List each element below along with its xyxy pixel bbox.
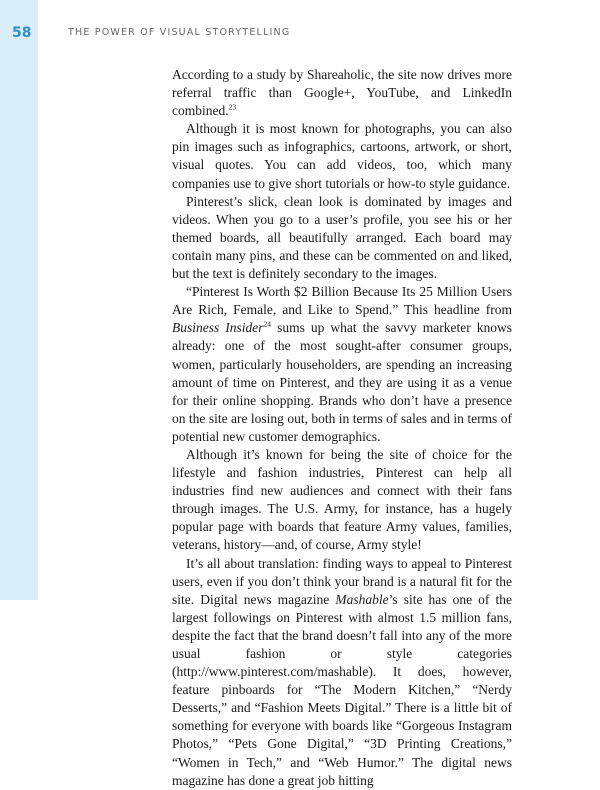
publication-mashable: Mashable <box>335 591 389 607</box>
paragraph-1-text: According to a study by Shareaholic, the site now drives more referral traffic than Google+, YouTube, and LinkedIn combined. <box>172 67 512 119</box>
paragraph-2: Although it is most known for photographs, you can also pin images such as infographics, cartoons, artwork, or short, visual quotes. You can add videos, too, which many companies use to give short tutorials or how-to style guidance. <box>172 121 512 191</box>
footnote-ref-24: 24 <box>263 319 272 329</box>
body-text <box>172 66 512 790</box>
paragraph-4-rest: sums up what the savvy marketer knows already: one of the most sought-after consumer groups, women, particularly householders, are spending an increasing amount of time on Pinterest, and they are using it as a venue for their online shopping. Brands who don’t have a presence on the site are losing out, both in terms of sales and in terms of potential new customer demographics. <box>172 320 512 444</box>
running-head: THE POWER OF VISUAL STORYTELLING <box>68 27 291 38</box>
paragraph-3: Pinterest’s slick, clean look is dominated by images and videos. When you go to a user’s profile, you see his or her themed boards, all beautifully arranged. Each board may contain many pins, and these can be commented on and liked, but the text is definitely secondary to the images. <box>172 193 512 282</box>
paragraph-5: Although it’s known for being the site of choice for the lifestyle and fashion industries, Pinterest can help all industries find new audiences and connect with their fans through images. The U.S. Army, for instance, has a hugely popular page with boards that feature Army values, families, veterans, history—and, of course, Army style! <box>172 446 512 553</box>
paragraph-4 <box>172 283 512 446</box>
page-header <box>0 22 600 44</box>
paragraph-6-lead: It’s all about translation: finding ways to appeal to Pinterest users, even if you don’t think your brand is a natural fit for the site. Digital news magazine <box>172 555 512 607</box>
paragraph-4-lead: “Pinterest Is Worth $2 Billion Because Its 25 Million Users Are Rich, Female, and Like to Spend.” This headline from <box>172 284 512 318</box>
page-number: 58 <box>12 25 32 41</box>
footnote-ref-23: 23 <box>228 102 237 112</box>
paragraph-6 <box>172 555 512 790</box>
margin-color-band <box>0 0 38 600</box>
publication-business-insider: Business Insider <box>172 320 264 336</box>
paragraph-1 <box>172 66 512 120</box>
paragraph-6-rest: ’s site has one of the largest followings on Pinterest with almost 1.5 million fans, despite the fact that the brand doesn’t fall into any of the more usual fashion or style categories (http://www.pinterest.com/mashable). It does, however, feature pinboards for “The Modern Kitchen,” “Nerdy Desserts,” and “Fashion Meets Digital.” There is a little bit of something for everyone with boards like “Gorgeous Instagram Photos,” “Pets Gone Digital,” “3D Printing Creations,” “Women in Tech,” and “Web Humor.” The digital news magazine has done a great job hitting <box>172 591 512 788</box>
